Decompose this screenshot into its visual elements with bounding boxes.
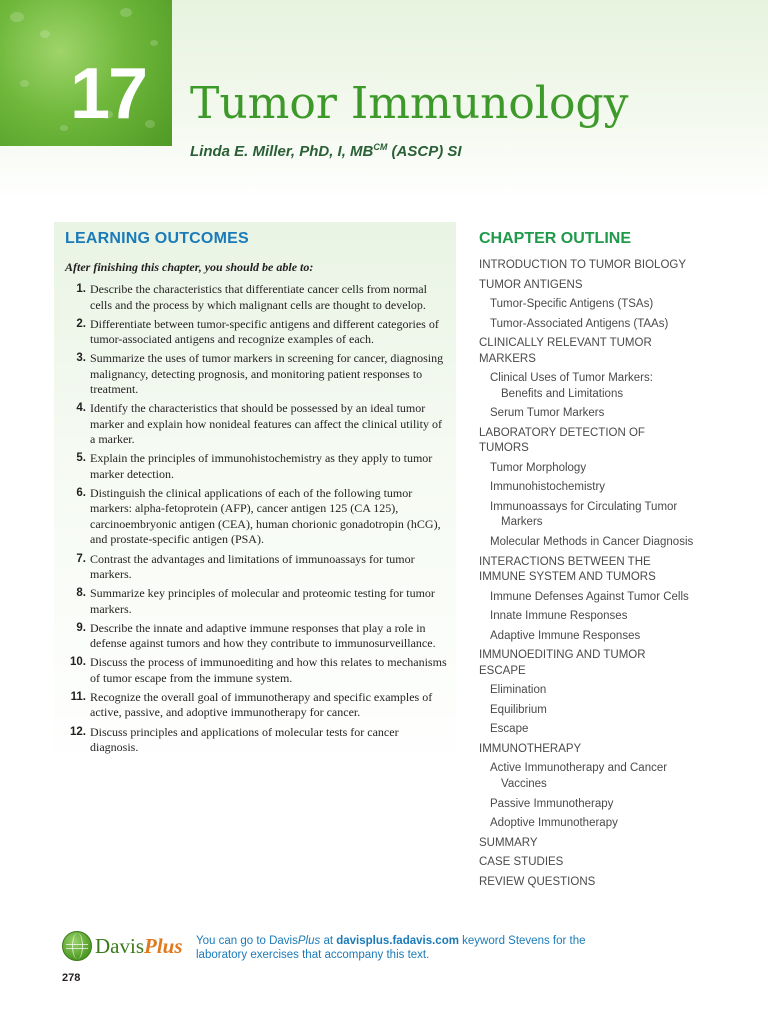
davisplus-note [196, 934, 616, 962]
logo-plus: Plus [144, 933, 183, 958]
learning-outcome-item [62, 725, 448, 756]
outline-subsection: Equilibrium [490, 703, 547, 716]
author-name: Linda E. Miller, PhD, I, MB [190, 143, 374, 160]
outline-section: SUMMARY [479, 836, 538, 849]
learning-outcome-item [62, 586, 448, 617]
note-part-5: keyword Stevens for the laboratory exercises that accompany this text. [196, 935, 586, 961]
author-line [190, 142, 462, 160]
learning-outcome-number: 7. [76, 552, 86, 565]
learning-outcomes-intro: After finishing this chapter, you should be able to: [65, 260, 314, 274]
outline-subsection: Active Immunotherapy and Cancer Vaccines [490, 762, 668, 790]
outline-subsection: Tumor Morphology [490, 461, 587, 474]
outline-subsection: Immunoassays for Circulating Tumor Markers [490, 500, 678, 529]
learning-outcome-text: Distinguish the clinical applications of each of the following tumor markers: alpha-fetoprotein (AFP), cancer antigen 125 (CA 125), carcinoembryonic antigen (CEA), human chorionic gonadotropin (hCG), and prostate-specific antigen (PSA). [90, 485, 441, 547]
note-part-3: at [320, 935, 337, 947]
globe-icon [62, 931, 92, 961]
outline-section: CLINICALLY RELEVANT TUMOR MARKERS [479, 337, 652, 365]
learning-outcome-item [62, 317, 448, 348]
outline-section: LABORATORY DETECTION OF TUMORS [479, 426, 645, 455]
learning-outcome-text: Explain the principles of immunohistochemistry as they apply to tumor marker detection. [90, 451, 433, 481]
outline-subsection: Adaptive Immune Responses [490, 629, 641, 642]
outline-subsection: Escape [490, 723, 529, 736]
author-superscript: CM [373, 142, 388, 152]
learning-outcome-number: 11. [70, 690, 86, 703]
outline-subsection: Immune Defenses Against Tumor Cells [490, 590, 689, 603]
davisplus-logo [62, 931, 183, 961]
outline-section: REVIEW QUESTIONS [479, 875, 596, 888]
chapter-number: 17 [70, 54, 147, 134]
chapter-outline-heading: CHAPTER OUTLINE [479, 230, 631, 247]
learning-outcomes-list [62, 282, 448, 759]
learning-outcome-text: Recognize the overall goal of immunotherapy and specific examples of active, passive, and adoptive immunotherapy for cancer. [90, 689, 433, 720]
outline-section: TUMOR ANTIGENS [479, 278, 583, 291]
learning-outcome-item [62, 451, 448, 482]
learning-outcome-item [62, 655, 448, 686]
davisplus-link[interactable]: davisplus.fadavis.com [336, 935, 459, 947]
outline-subsection: Passive Immunotherapy [490, 797, 614, 810]
outline-subsection: Tumor-Associated Antigens (TAAs) [490, 317, 669, 330]
note-part-2: Plus [297, 935, 321, 947]
outline-subsection: Immunohistochemistry [490, 481, 606, 494]
learning-outcome-item [62, 351, 448, 398]
learning-outcome-text: Summarize the uses of tumor markers in screening for cancer, diagnosing malignancy, detecting prognosis, and monitoring patient responses to treatment. [90, 351, 444, 397]
page-number: 278 [62, 972, 81, 984]
chapter-outline-list [479, 258, 694, 894]
outline-section: CASE STUDIES [479, 856, 564, 869]
logo-text [95, 934, 183, 959]
outline-subsection: Clinical Uses of Tumor Markers: Benefits and Limitations [490, 372, 653, 400]
outline-subsection: Innate Immune Responses [490, 610, 628, 623]
learning-outcome-item [62, 621, 448, 652]
learning-outcome-number: 2. [76, 317, 86, 330]
outline-section: IMMUNOEDITING AND TUMOR ESCAPE [479, 649, 646, 677]
learning-outcome-number: 4. [76, 402, 86, 415]
learning-outcome-text: Describe the characteristics that differentiate cancer cells from normal cells and the process by which malignant cells are thought to develop. [90, 282, 427, 312]
learning-outcome-number: 8. [76, 587, 86, 600]
learning-outcome-text: Contrast the advantages and limitations of immunoassays for tumor markers. [90, 551, 415, 582]
learning-outcome-number: 5. [76, 452, 86, 465]
outline-subsection: Elimination [490, 684, 547, 697]
learning-outcome-text: Differentiate between tumor-specific antigens and different categories of tumor-associated antigens and recognize examples of each. [90, 316, 439, 347]
learning-outcome-number: 9. [76, 621, 86, 634]
learning-outcome-text: Identify the characteristics that should be possessed by an ideal tumor marker and explain how nonideal features can affect the clinical utility of a marker. [90, 401, 442, 447]
chapter-title: Tumor Immunology [190, 78, 629, 129]
learning-outcome-item [62, 486, 448, 548]
learning-outcome-item [62, 401, 448, 448]
outline-subsection: Serum Tumor Markers [490, 407, 605, 420]
outline-section: INTERACTIONS BETWEEN THE IMMUNE SYSTEM AND TUMORS [479, 555, 656, 584]
learning-outcome-text: Summarize key principles of molecular and proteomic testing for tumor markers. [90, 586, 435, 616]
outline-section: INTRODUCTION TO TUMOR BIOLOGY [479, 259, 687, 271]
outline-subsection: Molecular Methods in Cancer Diagnosis [490, 536, 694, 549]
learning-outcome-number: 10. [70, 656, 86, 669]
learning-outcome-number: 1. [76, 283, 86, 295]
learning-outcomes-heading: LEARNING OUTCOMES [65, 230, 249, 247]
author-credentials: (ASCP) SI [387, 143, 462, 160]
learning-outcome-number: 3. [76, 352, 86, 365]
learning-outcome-text: Discuss the process of immunoediting and how this relates to mechanisms of tumor escape from the immune system. [90, 655, 447, 685]
learning-outcome-number: 12. [70, 725, 86, 738]
learning-outcome-item [62, 282, 448, 313]
learning-outcome-item [62, 552, 448, 583]
learning-outcome-number: 6. [76, 486, 86, 499]
note-part-1: You can go to Davis [196, 935, 298, 947]
outline-subsection: Tumor-Specific Antigens (TSAs) [490, 298, 654, 311]
learning-outcome-text: Describe the innate and adaptive immune responses that play a role in defense against tumors and how they contribute to immunosurveillance. [90, 620, 436, 651]
logo-davis: Davis [95, 933, 144, 958]
learning-outcome-item [62, 690, 448, 721]
outline-subsection: Adoptive Immunotherapy [490, 817, 618, 830]
outline-section: IMMUNOTHERAPY [479, 742, 582, 755]
learning-outcome-text: Discuss principles and applications of molecular tests for cancer diagnosis. [90, 724, 399, 755]
